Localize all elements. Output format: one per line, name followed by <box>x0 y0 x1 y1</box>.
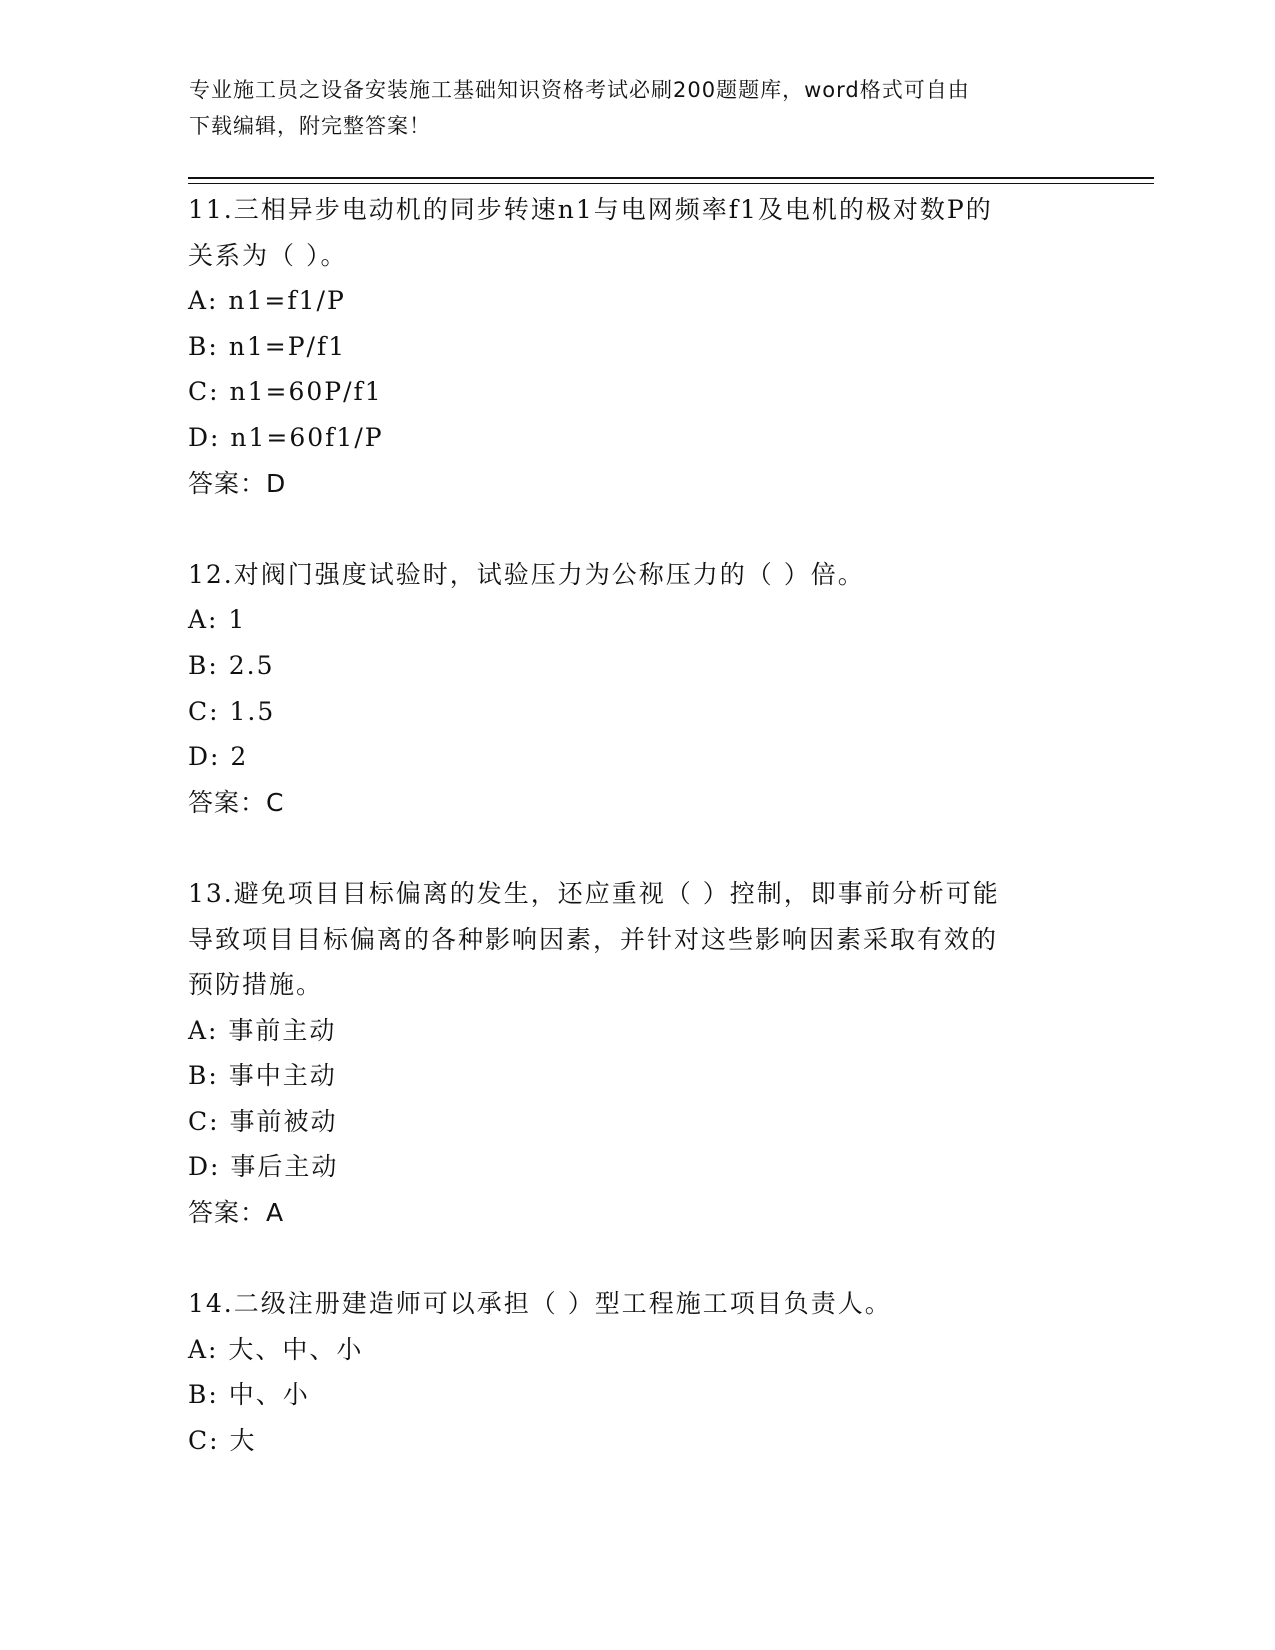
question-block <box>188 871 1088 1236</box>
question-stem: 预防措施。 <box>188 970 324 1000</box>
header-line-1: 专业施工员之设备安装施工基础知识资格考试必刷200题题库，word格式可自由 <box>189 78 970 102</box>
answer-line: 答案：D <box>188 468 287 498</box>
question-spacer <box>188 1236 1088 1282</box>
option-a: A: 1 <box>188 605 247 635</box>
answer-line: 答案：C <box>188 787 285 817</box>
question-list <box>188 187 1088 1464</box>
question-block <box>188 1281 1088 1463</box>
option-a: A: 大、中、小 <box>188 1334 364 1364</box>
question-stem: 12.对阀门强度试验时，试验压力为公称压力的（ ）倍。 <box>188 559 865 589</box>
option-d: D: 2 <box>188 742 249 772</box>
question-stem: 13.避免项目目标偏离的发生，还应重视（ ）控制，即事前分析可能 <box>188 878 1000 908</box>
question-stem: 11.三相异步电动机的同步转速n1与电网频率f1及电机的极对数P的 <box>188 195 993 224</box>
question-stem: 关系为（ ）。 <box>188 240 348 270</box>
header-line-2: 下载编辑，附完整答案！ <box>189 114 431 138</box>
option-c: C: 1.5 <box>188 696 276 726</box>
option-b: B: 中、小 <box>188 1380 310 1410</box>
header-divider-thick <box>188 177 1154 179</box>
question-stem: 导致项目目标偏离的各种影响因素，并针对这些影响因素采取有效的 <box>188 924 999 954</box>
option-a: A: 事前主动 <box>188 1015 337 1045</box>
header-divider-thin <box>188 183 1154 184</box>
option-c: C: n1=60P/f1 <box>188 377 383 407</box>
answer-line: 答案：A <box>188 1198 285 1228</box>
question-spacer <box>188 506 1088 552</box>
question-block <box>188 552 1088 826</box>
question-block <box>188 187 1088 506</box>
option-b: B: n1=P/f1 <box>188 331 347 361</box>
question-stem: 14.二级注册建造师可以承担（ ）型工程施工项目负责人。 <box>188 1289 892 1319</box>
document-header <box>189 72 1069 144</box>
option-d: D: 事后主动 <box>188 1152 339 1182</box>
option-c: C: 事前被动 <box>188 1106 338 1136</box>
option-c: C: 大 <box>188 1426 257 1456</box>
option-d: D: n1=60f1/P <box>188 422 384 452</box>
option-a: A: n1=f1/P <box>188 286 346 316</box>
option-b: B: 事中主动 <box>188 1061 337 1091</box>
option-b: B: 2.5 <box>188 650 275 680</box>
question-spacer <box>188 825 1088 871</box>
